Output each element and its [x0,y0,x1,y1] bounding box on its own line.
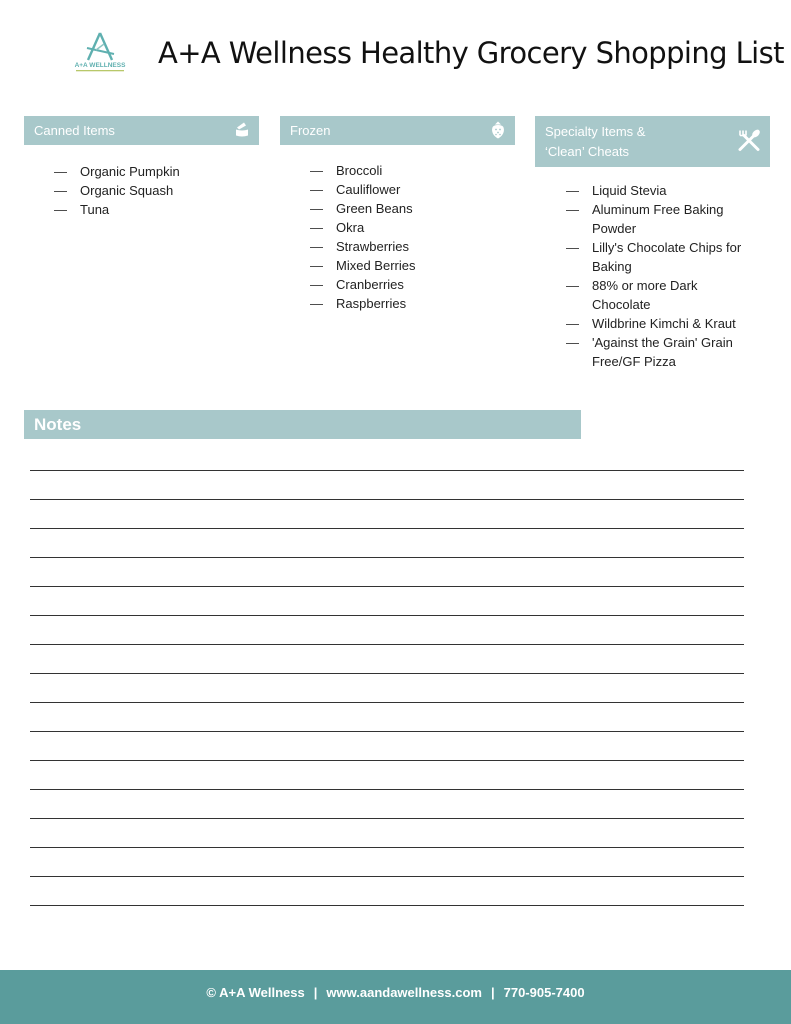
list-item: — Cauliflower [310,180,510,199]
note-line [30,528,744,529]
note-line [30,760,744,761]
notes-header [24,410,581,439]
note-line [30,847,744,848]
note-line [30,499,744,500]
specialty-list [566,181,766,371]
note-line [30,702,744,703]
logo-mark-icon [70,30,130,74]
can-icon [233,120,251,141]
panel-heading: Frozen [290,122,331,138]
note-line [30,731,744,732]
note-line [30,615,744,616]
footer-separator: | [490,985,495,1000]
panel-heading: Canned Items [34,122,115,138]
footer [0,970,791,1024]
note-line [30,818,744,819]
footer-phone[interactable]: 770-905-7400 [503,985,585,1000]
list-item: — Broccoli [310,161,510,180]
list-item: — Aluminum Free Baking Powder [566,200,766,238]
panel-header-frozen [280,116,515,145]
note-line [30,789,744,790]
footer-copyright: © A+A Wellness [206,985,305,1000]
note-line [30,470,744,471]
list-item: — Cranberries [310,275,510,294]
note-line [30,905,744,906]
list-item: — Strawberries [310,237,510,256]
footer-website[interactable]: www.aandawellness.com [326,985,482,1000]
page-title: A+A Wellness Healthy Grocery Shopping List [158,36,784,70]
list-item: — Okra [310,218,510,237]
strawberry-icon [489,119,507,142]
note-line [30,557,744,558]
logo [70,30,130,74]
notes-label: Notes [34,415,82,434]
note-line [30,644,744,645]
footer-separator: | [313,985,318,1000]
list-item: — Organic Pumpkin [54,162,254,181]
panel-header-specialty [535,116,770,167]
list-item: — Lilly's Chocolate Chips for Baking [566,238,766,276]
list-item: — Tuna [54,200,254,219]
list-item: — Mixed Berries [310,256,510,275]
list-item: — Liquid Stevia [566,181,766,200]
list-item: — Raspberries [310,294,510,313]
canned-list [54,162,254,219]
frozen-list [310,161,510,313]
list-item: — Wildbrine Kimchi & Kraut [566,314,766,333]
utensils-icon [736,127,762,156]
note-line [30,586,744,587]
list-item: — 88% or more Dark Chocolate [566,276,766,314]
note-line [30,673,744,674]
list-item: — 'Against the Grain' Grain Free/GF Pizza [566,333,766,371]
logo-text: A+A WELLNESS [74,62,126,69]
list-item: — Organic Squash [54,181,254,200]
note-line [30,876,744,877]
panel-heading: Specialty Items & ‘Clean’ Cheats [545,123,646,159]
panel-header-canned [24,116,259,145]
list-item: — Green Beans [310,199,510,218]
